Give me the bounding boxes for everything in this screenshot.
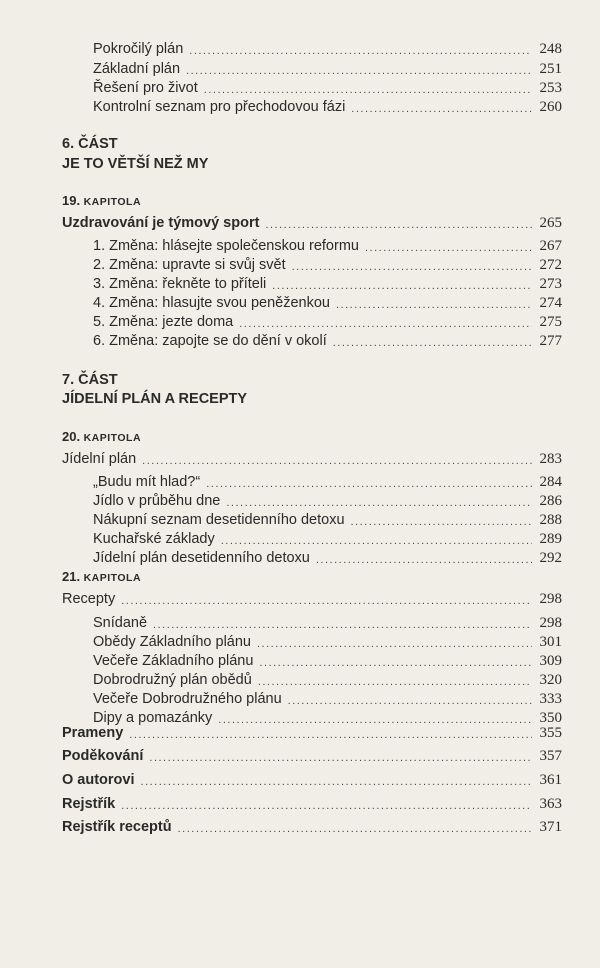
entry-page: 298 (539, 591, 562, 607)
entry-title: Kontrolní seznam pro přechodovou fázi (93, 99, 346, 115)
entry-page: 361 (539, 772, 562, 788)
entry-page: 320 (539, 672, 562, 688)
chapter-title-entry (62, 586, 562, 608)
entry-title: 4. Změna: hlasujte svou peněženkou (93, 295, 330, 311)
entry-page: 301 (539, 634, 562, 650)
entry-title: Večeře Základního plánu (93, 653, 254, 669)
leader-dots (333, 336, 532, 350)
entry-page: 275 (539, 314, 562, 330)
entry-title: Dobrodružný plán obědů (93, 672, 252, 688)
entry-title: Rejstřík (62, 796, 116, 812)
leader-dots (121, 594, 532, 608)
entry-title: 1. Změna: hlásejte společenskou reformu (93, 238, 359, 254)
entry-page: 253 (539, 80, 562, 96)
entry-title: Obědy Základního plánu (93, 634, 251, 650)
leader-dots (149, 751, 532, 765)
leader-dots (129, 728, 532, 742)
entry-title: Recepty (62, 591, 116, 607)
chapter-number: 19. (62, 193, 81, 208)
entry-page: 357 (539, 748, 562, 764)
part-heading-line1: 7. ČÁST (62, 372, 118, 388)
entry-title: 6. Změna: zapojte se do dění v okolí (93, 333, 327, 349)
entry-page: 272 (539, 257, 562, 273)
chapter-number: 21. (62, 569, 81, 584)
entry-page: 309 (539, 653, 562, 669)
toc-entry (62, 767, 562, 789)
entry-title: 5. Změna: jezte doma (93, 314, 234, 330)
entry-page: 298 (539, 615, 562, 631)
chapter-title-entry (62, 446, 562, 468)
part-heading-line1: 6. ČÁST (62, 136, 118, 152)
entry-title: „Budu mít hlad?“ (93, 474, 201, 490)
entry-title: Uzdravování je týmový sport (62, 215, 260, 231)
entry-page: 283 (539, 451, 562, 467)
chapter-number: 20. (62, 429, 81, 444)
chapter-label (62, 193, 141, 210)
chapter-word: KAPITOLA (83, 432, 142, 444)
entry-page: 292 (539, 550, 562, 566)
toc-entry (93, 545, 562, 567)
entry-page: 260 (539, 99, 562, 115)
entry-page: 363 (539, 796, 562, 812)
toc-entry (62, 814, 562, 836)
entry-title: Jídlo v průběhu dne (93, 493, 221, 509)
part-heading-line2: JE TO VĚTŠÍ NEŽ MY (62, 156, 209, 172)
entry-page: 248 (539, 41, 562, 57)
entry-page: 284 (539, 474, 562, 490)
chapter-word: KAPITOLA (83, 196, 142, 208)
entry-title: Nákupní seznam desetidenního detoxu (93, 512, 345, 528)
entry-title: Snídaně (93, 615, 148, 631)
part-heading-line2: JÍDELNÍ PLÁN A RECEPTY (62, 391, 248, 407)
entry-title: Rejstřík receptů (62, 819, 172, 835)
entry-title: Prameny (62, 725, 124, 741)
entry-title: Večeře Dobrodružného plánu (93, 691, 282, 707)
chapter-label (62, 569, 141, 586)
entry-page: 288 (539, 512, 562, 528)
entry-page: 355 (539, 725, 562, 741)
entry-page: 277 (539, 333, 562, 349)
entry-title: 2. Změna: upravte si svůj svět (93, 257, 286, 273)
entry-title: 3. Změna: řekněte to příteli (93, 276, 267, 292)
toc-entry (93, 94, 562, 116)
chapter-label (62, 429, 141, 446)
leader-dots (178, 822, 532, 836)
toc-entry (62, 791, 562, 813)
toc-entry (62, 743, 562, 765)
entry-title: Jídelní plán (62, 451, 137, 467)
toc-entry (62, 720, 562, 742)
entry-page: 286 (539, 493, 562, 509)
toc-entry (93, 36, 562, 58)
leader-dots (316, 553, 532, 567)
entry-title: Poděkování (62, 748, 144, 764)
entry-title: Pokročilý plán (93, 41, 184, 57)
entry-page: 251 (539, 61, 562, 77)
entry-title: Dipy a pomazánky (93, 710, 213, 726)
leader-dots (142, 454, 532, 468)
entry-title: Řešení pro život (93, 80, 198, 96)
chapter-title-entry (62, 210, 562, 232)
entry-page: 371 (539, 819, 562, 835)
entry-page: 265 (539, 215, 562, 231)
leader-dots (141, 775, 532, 789)
entry-page: 267 (539, 238, 562, 254)
entry-page: 289 (539, 531, 562, 547)
entry-page: 350 (539, 710, 562, 726)
toc-entry (93, 328, 562, 350)
leader-dots (121, 799, 532, 813)
entry-title: Jídelní plán desetidenního detoxu (93, 550, 310, 566)
leader-dots (265, 218, 532, 232)
entry-title: O autorovi (62, 772, 135, 788)
chapter-word: KAPITOLA (83, 572, 142, 584)
entry-page: 333 (539, 691, 562, 707)
entry-title: Kuchařské základy (93, 531, 215, 547)
entry-page: 273 (539, 276, 562, 292)
entry-page: 274 (539, 295, 562, 311)
entry-title: Základní plán (93, 61, 181, 77)
leader-dots (351, 102, 532, 116)
